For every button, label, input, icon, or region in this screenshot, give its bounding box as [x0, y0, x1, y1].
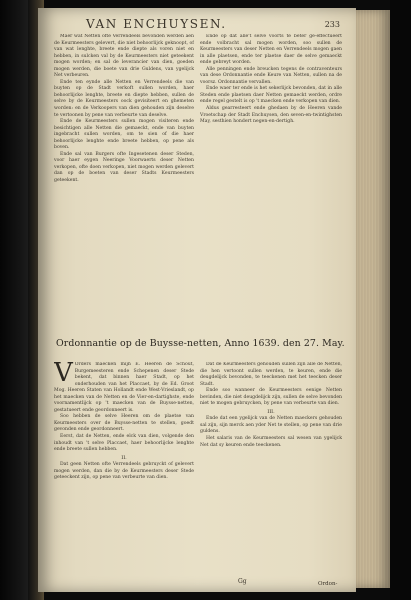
upper-right-column: [200, 34, 342, 334]
article-numeral: II.: [121, 454, 127, 461]
page-edges: [356, 10, 390, 588]
paragraph-text: Orders maecken mijn E. Heeren de Schout, Burgemeesteren ende Schepenen deser Stede bekent, dat binnen haer Stadt, op het onderhouden van het Placcaet, by de Ed. Groot Mog. Heeren Staten van Hollandt ende West-Vrieslandt, op het maecken van de Netten en de Vier-en-dartighste, ende voornamentlijck op 't maecken van de Buysse-netten, gestatueert ende geordonneert is.: [54, 362, 194, 413]
paragraph: Eerst, dat de Netten, ende elck van dien, volgende den inhoudt van 't selve Placcaet, haer behoorlijcke lenghte ende breete sullen hebben.: [54, 434, 194, 453]
paragraph: Ende de Keurmeesters sullen mogen visiteren ende besichtigen alle Netten die gemaeckt, ende van buyten ingebracht sullen worden, om te sien of die haer behoorlijcke lenghte ende breete hebben, op pene als boven.: [54, 119, 194, 151]
section-heading: Ordonnantie op de Buysse-netten, Anno 1639. den 27. May.: [56, 338, 345, 349]
article-numeral: III.: [267, 408, 275, 415]
page-number: 233: [324, 20, 340, 29]
paragraph: Maer wat Netten ofte Verrendeels bevonden werden aen de Keurmeesters gelevert, die niet behoorlijck geknoopt, of van wat lenghte, breete ende diepte als voren niet en hebben, in sulcken val by de Keurmeesters niet geteekent mogen worden; en sal de leverancier van dien, goeden mogen werden, die boete van drie Guldens, van ygelijck Net verbeuren.: [54, 34, 194, 79]
drop-cap: V: [54, 362, 73, 388]
lower-right-column: [200, 362, 342, 574]
book-page: [38, 8, 356, 592]
paragraph: Ende op dat alle't selve voorts te beter ge-effectueert ende volbracht sal mogen worden, soo sullen de Keurmeesters van deser Netten en Verrendeels mogen gaen in alle plaetsen, ende ter plaetse daer de selve gemaeckt ende gebreyt worden.: [200, 34, 342, 66]
paragraph: Alle penningen ende breucken tegens de contraventeurs van dese Ordonnantie ende Keure van Netten, sullen na de voorsz. Ordonnantie vervallen.: [200, 66, 342, 85]
paragraph: Het salaris van de Keurmeesters sal wesen van ygelijck Net dat sy keuren ende teeckenen.: [200, 436, 342, 448]
paragraph: Ende sal van Burgers ofte Ingesetenen deser Steden, voor haer eygen Neeringe Voorwaerts deser Netten verkopen, ofte doen verkopen, niet mogen werden gelevert dan op de boeten van deser Stadts Keurmeesters geteekent.: [54, 151, 194, 184]
catchword: Ordon-: [318, 581, 338, 587]
paragraph: [54, 362, 194, 414]
background-right: [390, 0, 411, 600]
signature-mark: Gg: [238, 578, 247, 585]
paragraph: Dat geen Netten ofte Verrendeels gebruyckt of gelevert mogen werden, dan die by de Keurmeesters deser Stede geteeckent zijn, op pene van verbeurte van dien.: [54, 462, 194, 481]
paragraph: Ende dat een ygelijck van de Netten maeckers gehouden sal zijn, sijn merck aen yder Net te stellen, op pene van drie guldens.: [200, 416, 342, 435]
paragraph: Aldus gearresteert ende ghedaen by de Heeren vande Vroetschap der Stadt Enchuysen, den seven-en-twintighsten May, sesthien hondert negen-en-dertigh.: [200, 106, 342, 125]
lower-left-column: [54, 362, 194, 574]
paragraph: Soo hebben de selve Heeren om de plaetse van Keurmeesters over de Buysse-netten te stellen, goedt gevonden ende geordonneert.: [54, 414, 194, 433]
paragraph: Dat de Keurmeesters gehouden sullen zijn alle de Netten, die hen vertoont sullen werden, te keuren, ende die deugdelijck bevonden, te teeckenen met het teecken deser Stadt.: [200, 362, 342, 387]
upper-left-column: [54, 34, 194, 334]
running-head: VAN ENCHUYSEN.: [86, 17, 227, 31]
paragraph: Ende ten eynde alle Netten en Verrendeels die van buyten op de Stadt verkoft sullen worden, haer behoorlijcke lenghte, breete en diepte hebben, sullen de selve by de Keurmeesters oock gevisiteert en ghemeten worden: en de Verkoopers van dien gehouden zijn deselve te vertoonen by pene van verbeurte van deselve.: [54, 79, 194, 118]
paragraph: Ende soo wanneer de Keurmeesters eenige Netten bevinden, die niet deugdelijck zijn, sullen de selve bevonden niet te mogen gebruycken, by pene van verbeurte van dien.: [200, 388, 342, 407]
paragraph: Ende waer ter ende is het sekerlijck bevonden, dat in alle Steden ende plaetsen daer Netten gemaeckt werden, ordre ende regel gestelt is op 't maecken ende verkopen van dien.: [200, 86, 342, 105]
